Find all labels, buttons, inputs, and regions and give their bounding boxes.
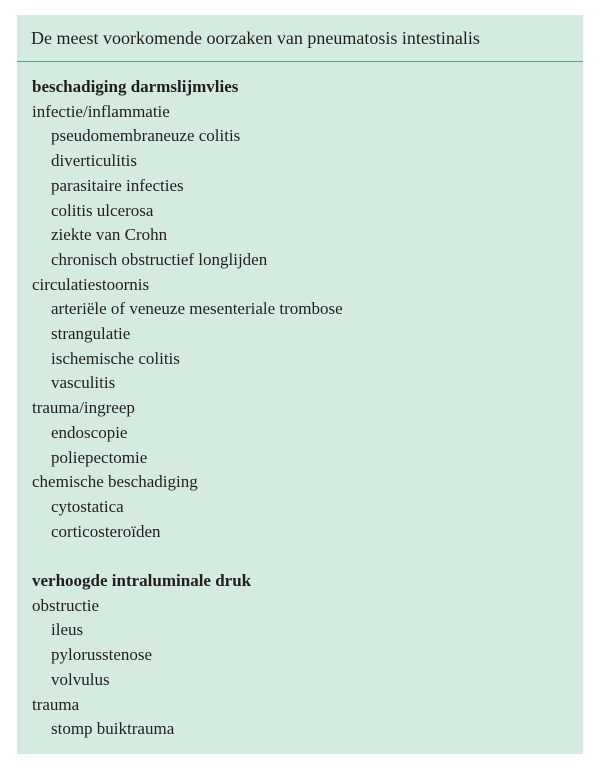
list-item: endoscopie [51,422,128,442]
section-heading: verhoogde intraluminale druk [32,571,252,591]
group-label: obstructie [32,595,100,615]
list-item: ischemische colitis [51,348,180,368]
group-label: infectie/inflammatie [32,101,170,121]
table-body [17,62,583,742]
section-heading: beschadiging darmslijmvlies [32,77,239,96]
group-label: trauma [32,694,80,714]
list-item: strangulatie [51,324,131,344]
section-spacer [32,544,583,569]
list-item: poliepectomie [51,447,148,467]
list-item: volvulus [51,669,110,689]
group-label: trauma/ingreep [32,398,135,418]
list-item: vasculitis [51,373,116,393]
list-item: parasitaire infecties [51,175,184,195]
list-item: cytostatica [51,496,124,516]
list-item: diverticulitis [51,151,137,171]
group-label: circulatiestoornis [32,274,150,294]
list-item: ziekte van Crohn [51,225,168,245]
list-item: stomp buiktrauma [51,719,175,739]
list-item: ileus [51,620,84,640]
group-label: chemische beschadiging [32,472,198,492]
list-item: corticosteroïden [51,521,161,541]
list-item: arteriële of veneuze mesenteriale trombose [51,299,343,319]
list-item: pylorusstenose [51,645,153,665]
causes-table-panel [17,15,583,754]
list-item: pseudomembraneuze colitis [51,126,241,146]
list-item: chronisch obstructief longlijden [51,249,268,269]
table-title: De meest voorkomende oorzaken van pneumatosis intestinalis [17,15,583,62]
list-item: colitis ulcerosa [51,200,154,220]
